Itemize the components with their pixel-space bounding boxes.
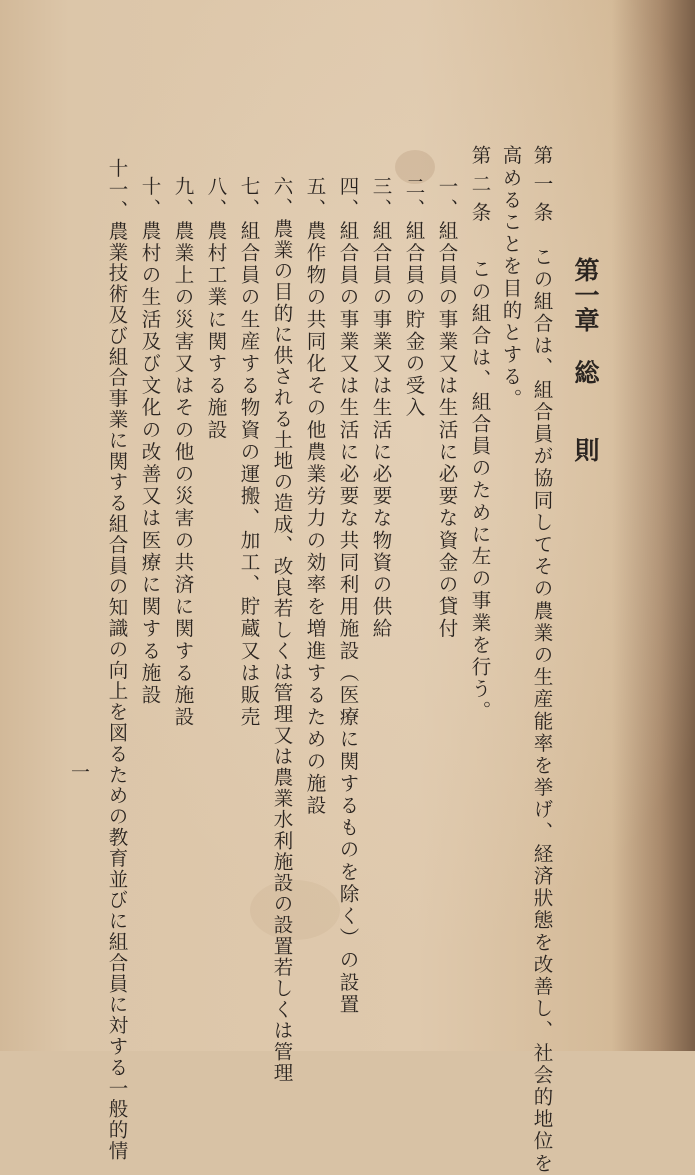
chapter-title-2: 則 (571, 437, 600, 462)
list-item (239, 176, 259, 729)
item-number: 一、 (435, 176, 459, 221)
item-number: 五、 (303, 176, 327, 221)
list-item (206, 176, 226, 441)
chapter-number: 第一章 (571, 257, 600, 332)
item-number: 三、 (369, 176, 393, 221)
list-item (272, 176, 292, 1083)
list-item (107, 158, 127, 1161)
article-2 (470, 145, 490, 723)
item-text: 組合員の貯金の受入 (402, 220, 426, 420)
item-number: 十、 (138, 176, 162, 221)
chapter-heading (573, 257, 598, 462)
article-2-label: 第二条 (468, 145, 492, 231)
item-number: 四、 (336, 176, 360, 221)
article-1-text: この組合は、組合員が協同してその農業の生産能率を挙げ、経済狀態を改善し、社会的地位を (530, 246, 554, 1175)
item-text: 農作物の共同化その他農業労力の効率を増進するための施設 (303, 220, 327, 817)
item-text: 農村の生活及び文化の改善又は医療に関する施設 (138, 220, 162, 707)
item-number: 八、 (204, 176, 228, 221)
item-text: 農村工業に関する施設 (204, 220, 228, 442)
article-2-text: この組合は、組合員のために左の事業を行う。 (468, 258, 492, 723)
item-text: 組合員の生産する物資の運搬、加工、貯蔵又は販売 (237, 220, 261, 729)
list-item (140, 176, 160, 706)
article-1-continuation: 高めることを目的とする。 (499, 145, 523, 411)
item-text: 組合員の事業又は生活に必要な共同利用施設（医療に関するものを除く）の設置 (336, 220, 360, 1016)
article-1-label: 第一条 (530, 145, 554, 231)
item-number: 七、 (237, 176, 261, 221)
list-item (173, 176, 193, 729)
list-item (371, 176, 391, 640)
chapter-title-1: 総 (571, 359, 600, 385)
stain (250, 880, 340, 940)
item-number: 二、 (402, 176, 426, 221)
item-number: 十一、 (105, 158, 129, 221)
page-number: 一 (68, 762, 90, 781)
article-1 (532, 145, 552, 1175)
item-text: 農業の目的に供される土地の造成、改良若しくは管理又は農業水利施設の設置若しくは管理 (270, 218, 294, 1084)
item-text: 組合員の事業又は生活に必要な資金の貸付 (435, 220, 459, 641)
item-text: 組合員の事業又は生活に必要な物資の供給 (369, 220, 393, 641)
item-number: 六、 (270, 176, 294, 219)
list-item (338, 176, 358, 1016)
list-item (305, 176, 325, 817)
item-text: 農業上の災害又はその他の災害の共済に関する施設 (171, 220, 195, 729)
list-item (404, 176, 424, 419)
list-item (437, 176, 457, 640)
item-text: 農業技術及び組合事業に関する組合員の知識の向上を図るための教育並びに組合員に対する一般的情 (105, 220, 129, 1162)
item-number: 九、 (171, 176, 195, 221)
